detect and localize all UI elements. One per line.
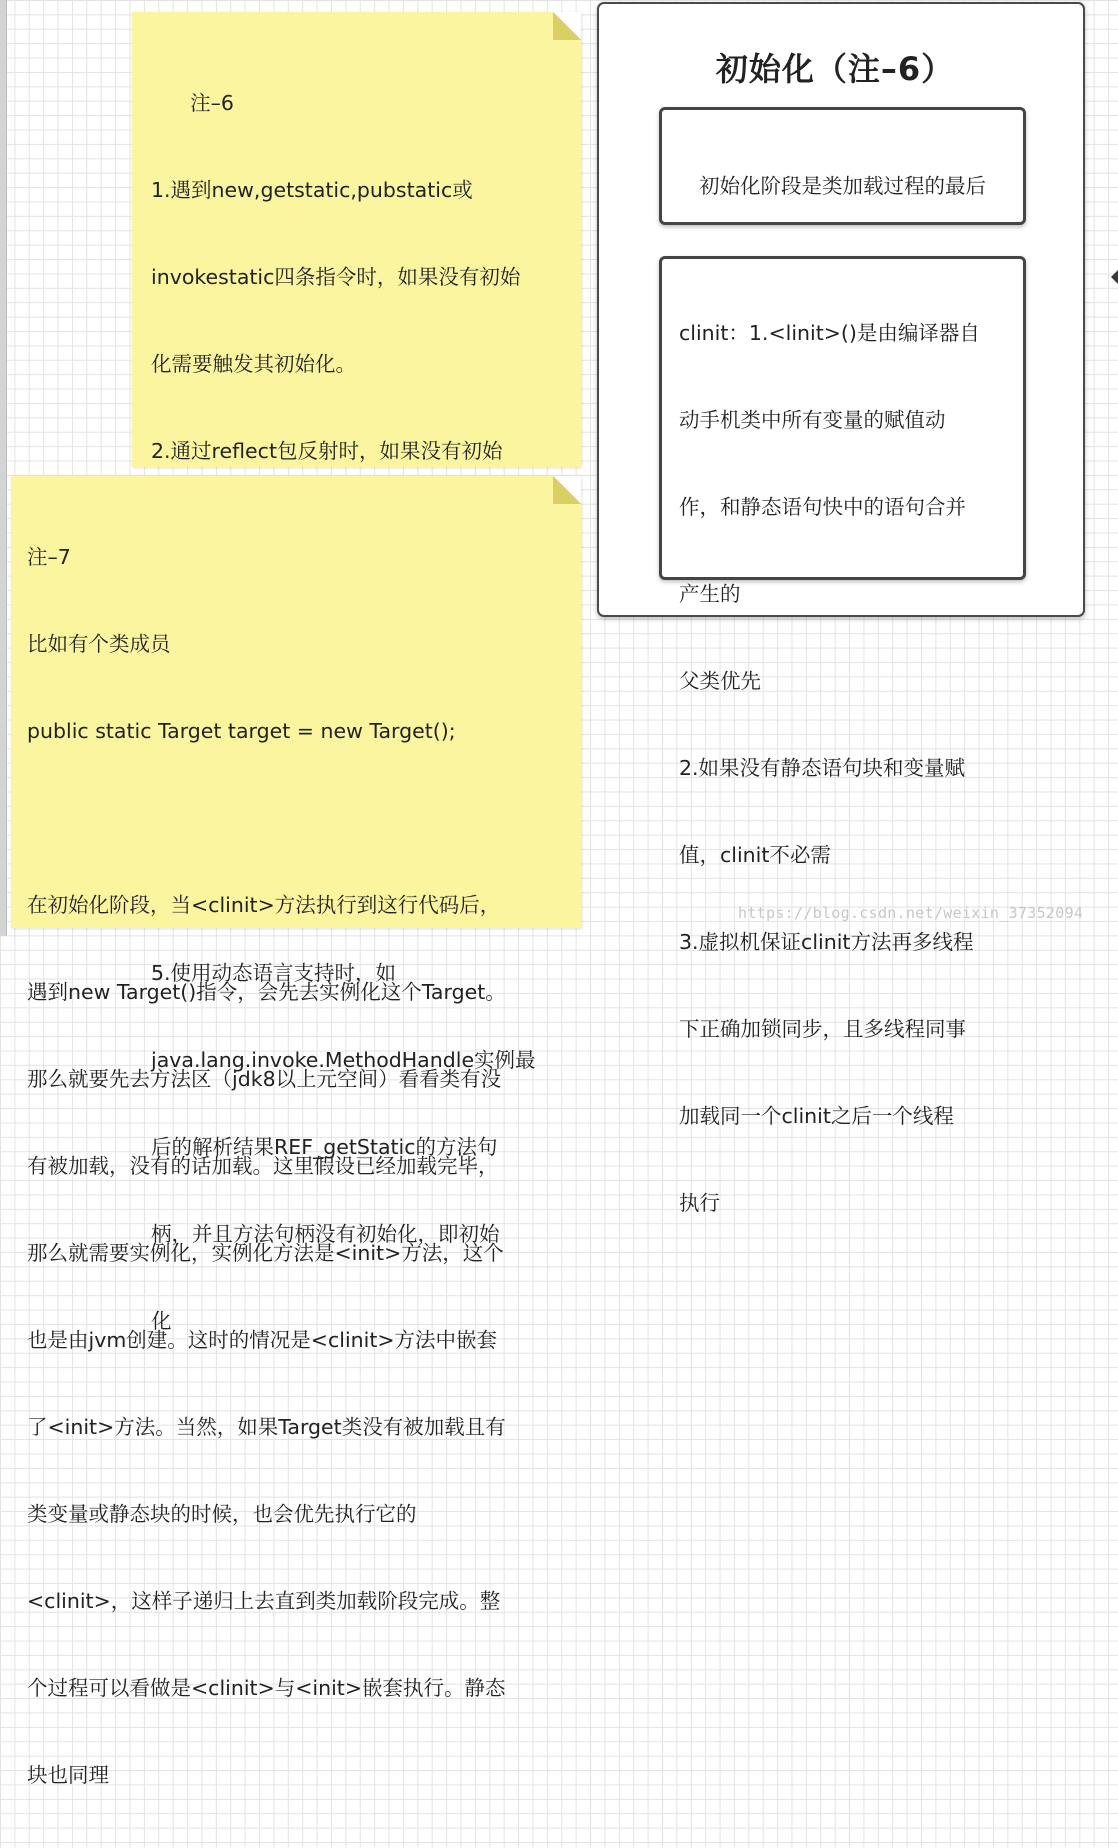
- note-6-line: 化需要触发其初始化。: [151, 352, 356, 376]
- clinit-text: [679, 261, 980, 1276]
- note-6-line: java.lang.invoke.MethodHandle实例最: [151, 1048, 536, 1072]
- canvas-left-edge: [0, 0, 7, 936]
- note-7-line: 那么就要先去方法区（jdk8以上元空间）看看类有没: [27, 1067, 502, 1091]
- clinit-line: 作，和静态语句快中的语句合并: [679, 495, 966, 519]
- csdn-watermark: https://blog.csdn.net/weixin_37352094: [738, 904, 1084, 922]
- note-6-line: 2.通过reflect包反射时，如果没有初始: [151, 439, 503, 463]
- clinit-line: 动手机类中所有变量的赋值动: [679, 408, 946, 432]
- clinit-line: 2.如果没有静态语句块和变量赋: [679, 756, 966, 780]
- note-6-line: 柄，并且方法句柄没有初始化，即初始: [151, 1222, 500, 1246]
- clinit-line: 值，clinit不必需: [679, 843, 831, 867]
- connector-arrow-icon: [1111, 268, 1118, 286]
- note-7-line: 有被加载，没有的话加载。这里假设已经加载完毕，: [27, 1154, 499, 1178]
- container-title: 初始化（注–6）: [715, 50, 955, 88]
- init-stage-box[interactable]: [659, 107, 1026, 225]
- note-7-line: 类变量或静态块的时候，也会优先执行它的: [27, 1502, 417, 1526]
- note-7-line: 注–7: [27, 545, 71, 569]
- note-6-line: 后的解析结果REF_getStatic的方法句: [151, 1135, 498, 1159]
- note-7-text: [27, 485, 506, 1848]
- note-7-line: <clinit>，这样子递归上去直到类加载阶段完成。整: [27, 1589, 501, 1613]
- note-7-line: 那么就需要实例化，实例化方法是<init>方法，这个: [27, 1241, 504, 1265]
- clinit-line: clinit：1.<linit>()是由编译器自: [679, 321, 980, 345]
- note-7-line: public static Target target = new Target();: [27, 719, 456, 743]
- note-7-line: 块也同理: [27, 1763, 109, 1787]
- note-6-fold-shade: [553, 12, 581, 40]
- clinit-line: 执行: [679, 1191, 720, 1215]
- note-7-line: 了<init>方法。当然，如果Target类没有被加载且有: [27, 1415, 506, 1439]
- note-7-fold-shade: [553, 476, 581, 504]
- clinit-line: 加载同一个clinit之后一个线程: [679, 1104, 954, 1128]
- note-7-line: 比如有个类成员: [27, 632, 171, 656]
- note-6-line: invokestatic四条指令时，如果没有初始: [151, 265, 521, 289]
- note-6-line: 1.遇到new,getstatic,pubstatic或: [151, 178, 473, 202]
- clinit-line: 产生的: [679, 582, 741, 606]
- note-7-line: [27, 804, 506, 833]
- clinit-line: 下正确加锁同步，且多线程同事: [679, 1017, 966, 1041]
- note-6-line: 5.使用动态语言支持时，如: [151, 961, 397, 985]
- init-stage-line: 初始化阶段是类加载过程的最后: [699, 174, 986, 198]
- note-7-line: 遇到new Target()指令，会先去实例化这个Target。: [27, 980, 506, 1004]
- note-6-line: 注–6: [151, 91, 234, 115]
- clinit-line: 3.虚拟机保证clinit方法再多线程: [679, 930, 974, 954]
- note-6-line: 化: [151, 1309, 172, 1333]
- note-7-line: 个过程可以看做是<clinit>与<init>嵌套执行。静态: [27, 1676, 506, 1700]
- clinit-line: 父类优先: [679, 669, 761, 693]
- note-7-line: 也是由jvm创建。这时的情况是<clinit>方法中嵌套: [27, 1328, 498, 1352]
- note-7-line: 在初始化阶段，当<clinit>方法执行到这行代码后，: [27, 893, 501, 917]
